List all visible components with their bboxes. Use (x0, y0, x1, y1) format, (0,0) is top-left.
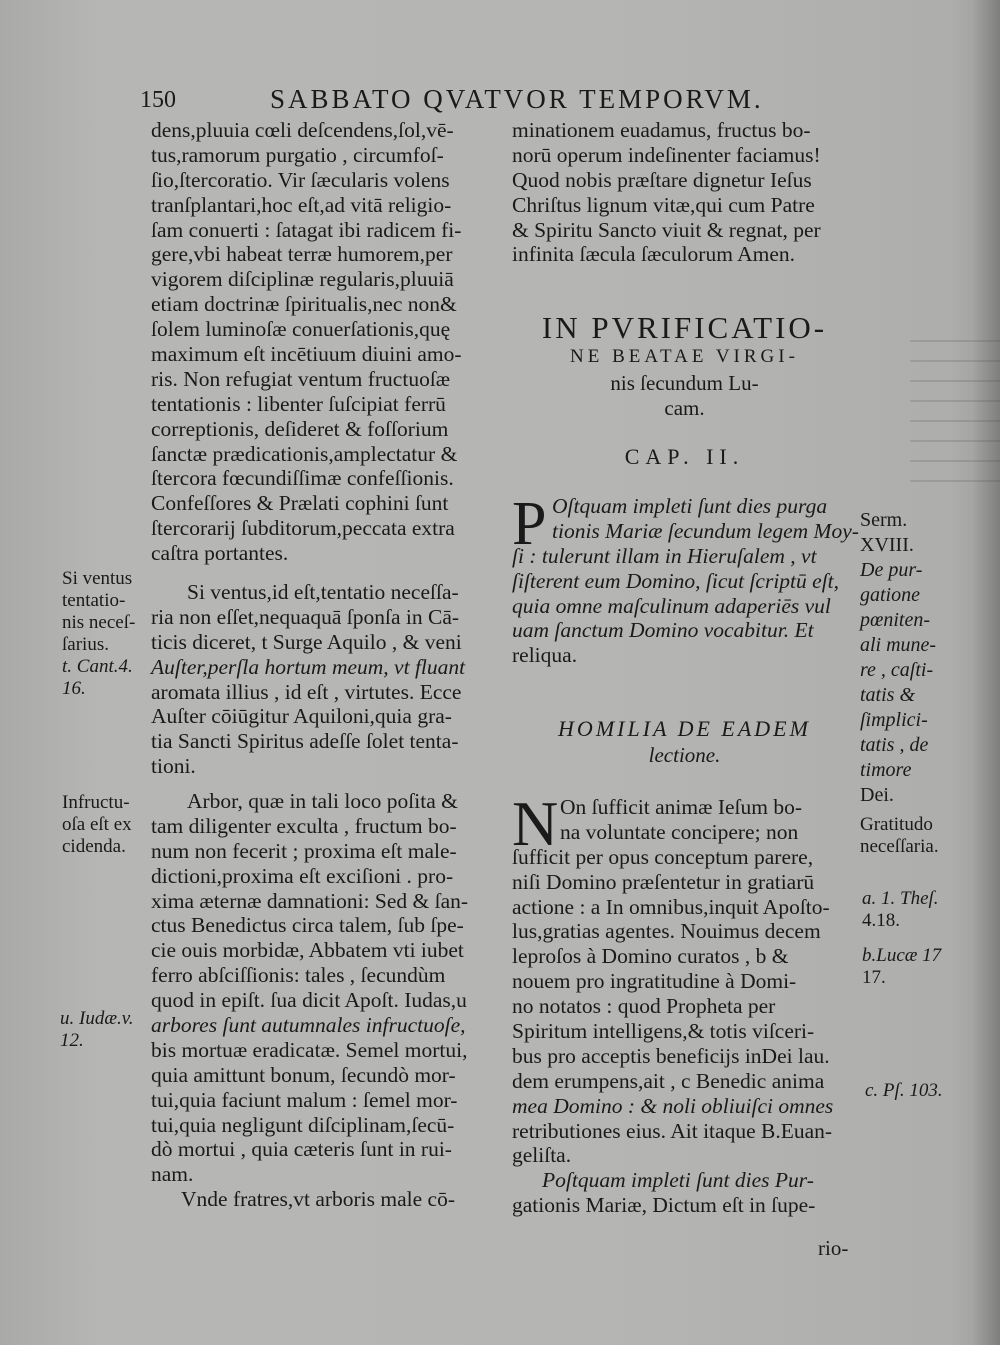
margin-line: Serm. (860, 509, 908, 531)
text-line: tia Sancti Spiritus adeſſe ſolet tenta- (151, 729, 459, 754)
text-line: nouem pro ingratitudine à Domi- (512, 969, 797, 994)
margin-line: Gratitudo (860, 814, 933, 835)
show-through-text (910, 340, 1000, 500)
margin-line: 12. (60, 1030, 84, 1051)
margin-line: XVIII. (860, 534, 914, 556)
text-line: ctus Benedictus circa talem, ſub ſpe- (151, 913, 464, 938)
margin-line: tatis , de (860, 734, 929, 756)
text-line: ſi : tulerunt illam in Hieruſalem , vt (512, 543, 817, 568)
text-line: bis mortuæ eradicatæ. Semel mortui, (151, 1037, 468, 1062)
text-line: ſolem luminoſæ conuerſationis,quę (151, 317, 451, 342)
text-line: etiam doctrinæ ſpiritualis,nec non& (151, 292, 457, 317)
margin-note-right (860, 508, 936, 808)
text-line: Poſtquam impleti ſunt dies Pur- (542, 1168, 814, 1193)
text-line: On ſufficit animæ Ieſum bo- (560, 795, 803, 819)
margin-note-left (62, 792, 132, 858)
text-line: dem erumpens,ait , c Benedic anima (512, 1068, 825, 1093)
text-line: quia amittunt bonum, ſecundò mor- (151, 1062, 456, 1087)
margin-line: pœniten- (860, 609, 930, 631)
margin-note-right (865, 1080, 943, 1102)
margin-note-right (862, 888, 939, 932)
text-line: lus,gratias agentes. Nouimus decem (512, 919, 821, 944)
catchword: rio- (818, 1236, 849, 1260)
text-line: Quod nobis præſtare dignetur Ieſus (512, 167, 812, 192)
text-line: infinita ſæcula ſæculorum Amen. (512, 242, 796, 267)
text-line: no notatos : quod Propheta per (512, 994, 776, 1019)
text-line: norū operum indeſinenter faciamus! (512, 142, 821, 167)
margin-line: tentatio- (62, 590, 126, 611)
text-line: dò mortui , quia cæteris ſunt in rui- (151, 1137, 452, 1162)
text-line: tui,quia negligunt diſciplinam,ſecū- (151, 1112, 455, 1137)
text-line: xima æternæ damnationi: Sed & ſan- (151, 888, 469, 913)
text-line: dens,pluuia cœli deſcendens,ſol,vē- (151, 118, 454, 142)
chapter-heading: CAP. II. (624, 444, 745, 469)
text-line: ferro abſciſſionis: tales , ſecundùm (151, 963, 446, 988)
text-line: ſanctæ prædicationis,amplectatur & (151, 441, 458, 466)
margin-line: a. 1. Theſ. (862, 888, 939, 909)
text-line: arbores ſunt autumnales infructuoſe, (151, 1013, 466, 1038)
text-line: tranſplantari,hoc eſt,ad vitā religio- (151, 192, 452, 217)
text-line: Confeſſores & Prælati cophini ſunt (151, 491, 449, 516)
text-line: Chriſtus lignum vitæ,qui cum Patre (512, 192, 815, 217)
text-line: tui,quia faciunt malum : ſemel mor- (151, 1087, 458, 1112)
margin-line: timore (860, 759, 912, 781)
text-line: Spiritum intelligens,& totis viſceri- (512, 1019, 815, 1044)
feast-title-line: IN PVRIFICATIO- (541, 310, 828, 345)
margin-line: t. Cant.4. (62, 656, 133, 677)
margin-line: re , caſti- (860, 659, 934, 681)
text-line: Auſter,perſla hortum meum, vt fluant (151, 654, 466, 679)
text-line: ſio,ſtercoratio. Vir ſæcularis volens (151, 167, 450, 192)
margin-note-left (62, 568, 135, 700)
text-line: retributiones eius. Ait itaque B.Euan- (512, 1118, 833, 1143)
page-number: 150 (140, 87, 176, 113)
margin-note-right (862, 945, 941, 989)
text-line: dictioni,proxima eſt exciſioni . pro- (151, 863, 454, 888)
text-line: leproſos à Domino curatos , b & (512, 944, 789, 969)
margin-line: Infructu- (62, 792, 130, 813)
text-line: correptionis, deſideret & foſſorium (151, 416, 449, 441)
text-line: tioni. (151, 754, 196, 779)
text-line: & Spiritu Sancto viuit & regnat, per (512, 217, 821, 242)
text-line: quod in epiſt. ſua dicit Apoſt. Iudas,u (151, 988, 467, 1013)
text-line: ris. Non refugiat ventum fructuoſæ (151, 366, 451, 391)
margin-line: 4.18. (862, 910, 900, 931)
feast-title-line: nis ſecundum Lu- (610, 371, 759, 395)
running-title: SABBATO QVATVOR TEMPORVM. (270, 84, 764, 114)
margin-line: Si ventus (62, 568, 133, 589)
text-line: quia omne maſculinum adaperiēs vul (512, 593, 831, 618)
text-line: aromata illius , id eſt , virtutes. Ecce (151, 679, 462, 704)
homily-title-line: HOMILIA DE EADEM (558, 716, 811, 741)
text-line: ſufficit per opus conceptum parere, (512, 844, 814, 869)
homily-title (512, 716, 857, 768)
text-line: Si ventus,id eſt,tentatio neceſſa- (187, 580, 459, 604)
margin-line: De pur- (860, 559, 923, 581)
margin-line: b.Lucæ 17 (862, 945, 942, 966)
text-line: caſtra portantes. (151, 541, 289, 566)
margin-line: c. Pſ. 103. (865, 1080, 943, 1101)
homily-title-line: lectione. (648, 743, 721, 767)
drop-cap: N (512, 788, 559, 859)
left-column-part-2 (151, 580, 496, 779)
text-line: Auſter cōiūgitur Aquiloni,quia gra- (151, 704, 452, 729)
text-line: mea Domino : & noli obliuiſci omnes (512, 1093, 834, 1118)
feast-title (512, 310, 857, 421)
page-header (140, 82, 780, 122)
text-line: Oſtquam impleti ſunt dies purga (552, 494, 828, 518)
margin-note-left (60, 1008, 134, 1052)
text-line: reliqua. (512, 643, 578, 668)
left-column-part-1 (151, 118, 496, 566)
margin-line: nis neceſ- (62, 612, 136, 633)
drop-cap: P (512, 490, 547, 558)
gospel-passage (512, 490, 862, 668)
text-line: niſi Domino præſentetur in gratiarū (512, 869, 815, 894)
margin-line: Dei. (860, 784, 894, 806)
text-line: ticis diceret, t Surge Aquilo , & veni (151, 629, 462, 654)
text-line: na voluntate concipere; non (560, 819, 799, 844)
text-line: ſtercora fœcundiſſimæ confeſſionis. (151, 466, 454, 491)
homily-text (512, 788, 862, 1218)
text-line: ſiſterent eum Domino, ſicut ſcriptū eſt, (512, 568, 840, 593)
text-line: tionis Mariæ ſecundum legem Moy- (552, 518, 859, 543)
margin-line: oſa eſt ex (62, 814, 132, 835)
margin-line: cidenda. (62, 836, 126, 857)
text-line: actione : a In omnibus,inquit Apoſto- (512, 894, 830, 919)
text-line: gationis Mariæ, Dictum eſt in ſupe- (512, 1193, 816, 1218)
margin-line: 16. (62, 678, 86, 699)
text-line: ſam conuerti : ſatagat ibi radicem fi- (151, 217, 462, 242)
margin-note-right (860, 814, 939, 858)
text-line: tus,ramorum purgatio , circumfoſ- (151, 142, 444, 167)
text-line: maximum eſt incētiuum diuini amo- (151, 342, 462, 367)
text-line: gere,vbi habeat terræ humorem,per (151, 242, 453, 267)
text-line: tentationis : libenter ſuſcipiat ferrū (151, 391, 446, 416)
margin-line: u. Iudæ.v. (60, 1008, 134, 1029)
text-line: vigorem diſciplinæ regularis,pluuiā (151, 267, 454, 292)
text-line: Vnde fratres,vt arboris male cō- (181, 1187, 456, 1212)
margin-line: ali mune- (860, 634, 937, 656)
right-column-top (512, 118, 862, 267)
text-line: nam. (151, 1162, 194, 1187)
text-line: cie ouis morbidæ, Abbatem vti iubet (151, 938, 464, 963)
text-line: Arbor, quæ in tali loco poſita & (187, 789, 458, 813)
text-line: geliſta. (512, 1143, 572, 1168)
margin-line: tatis & (860, 684, 916, 706)
page-edge-shadow (972, 0, 1000, 1345)
text-line: ria non eſſet,nequaquā ſponſa in Cā- (151, 604, 460, 629)
margin-line: neceſſaria. (860, 836, 939, 857)
text-line: minationem euadamus, fructus bo- (512, 118, 811, 142)
text-line: num non fecerit ; proxima eſt male- (151, 838, 457, 863)
margin-line: gatione (860, 584, 920, 606)
feast-title-line: cam. (664, 396, 705, 420)
left-column-part-3 (151, 789, 496, 1212)
margin-line: ſimplici- (860, 709, 928, 731)
text-line: tam diligenter exculta , fructum bo- (151, 813, 457, 838)
text-line: uam ſanctum Domino vocabitur. Et (512, 618, 814, 643)
margin-line: 17. (862, 967, 886, 988)
feast-title-line: NE BEATAE VIRGI- (570, 346, 799, 367)
margin-line: ſarius. (62, 634, 109, 655)
text-line: bus pro acceptis beneficijs inDei lau. (512, 1043, 830, 1068)
text-line: ſtercorarij ſubditorum,peccata extra (151, 516, 455, 541)
